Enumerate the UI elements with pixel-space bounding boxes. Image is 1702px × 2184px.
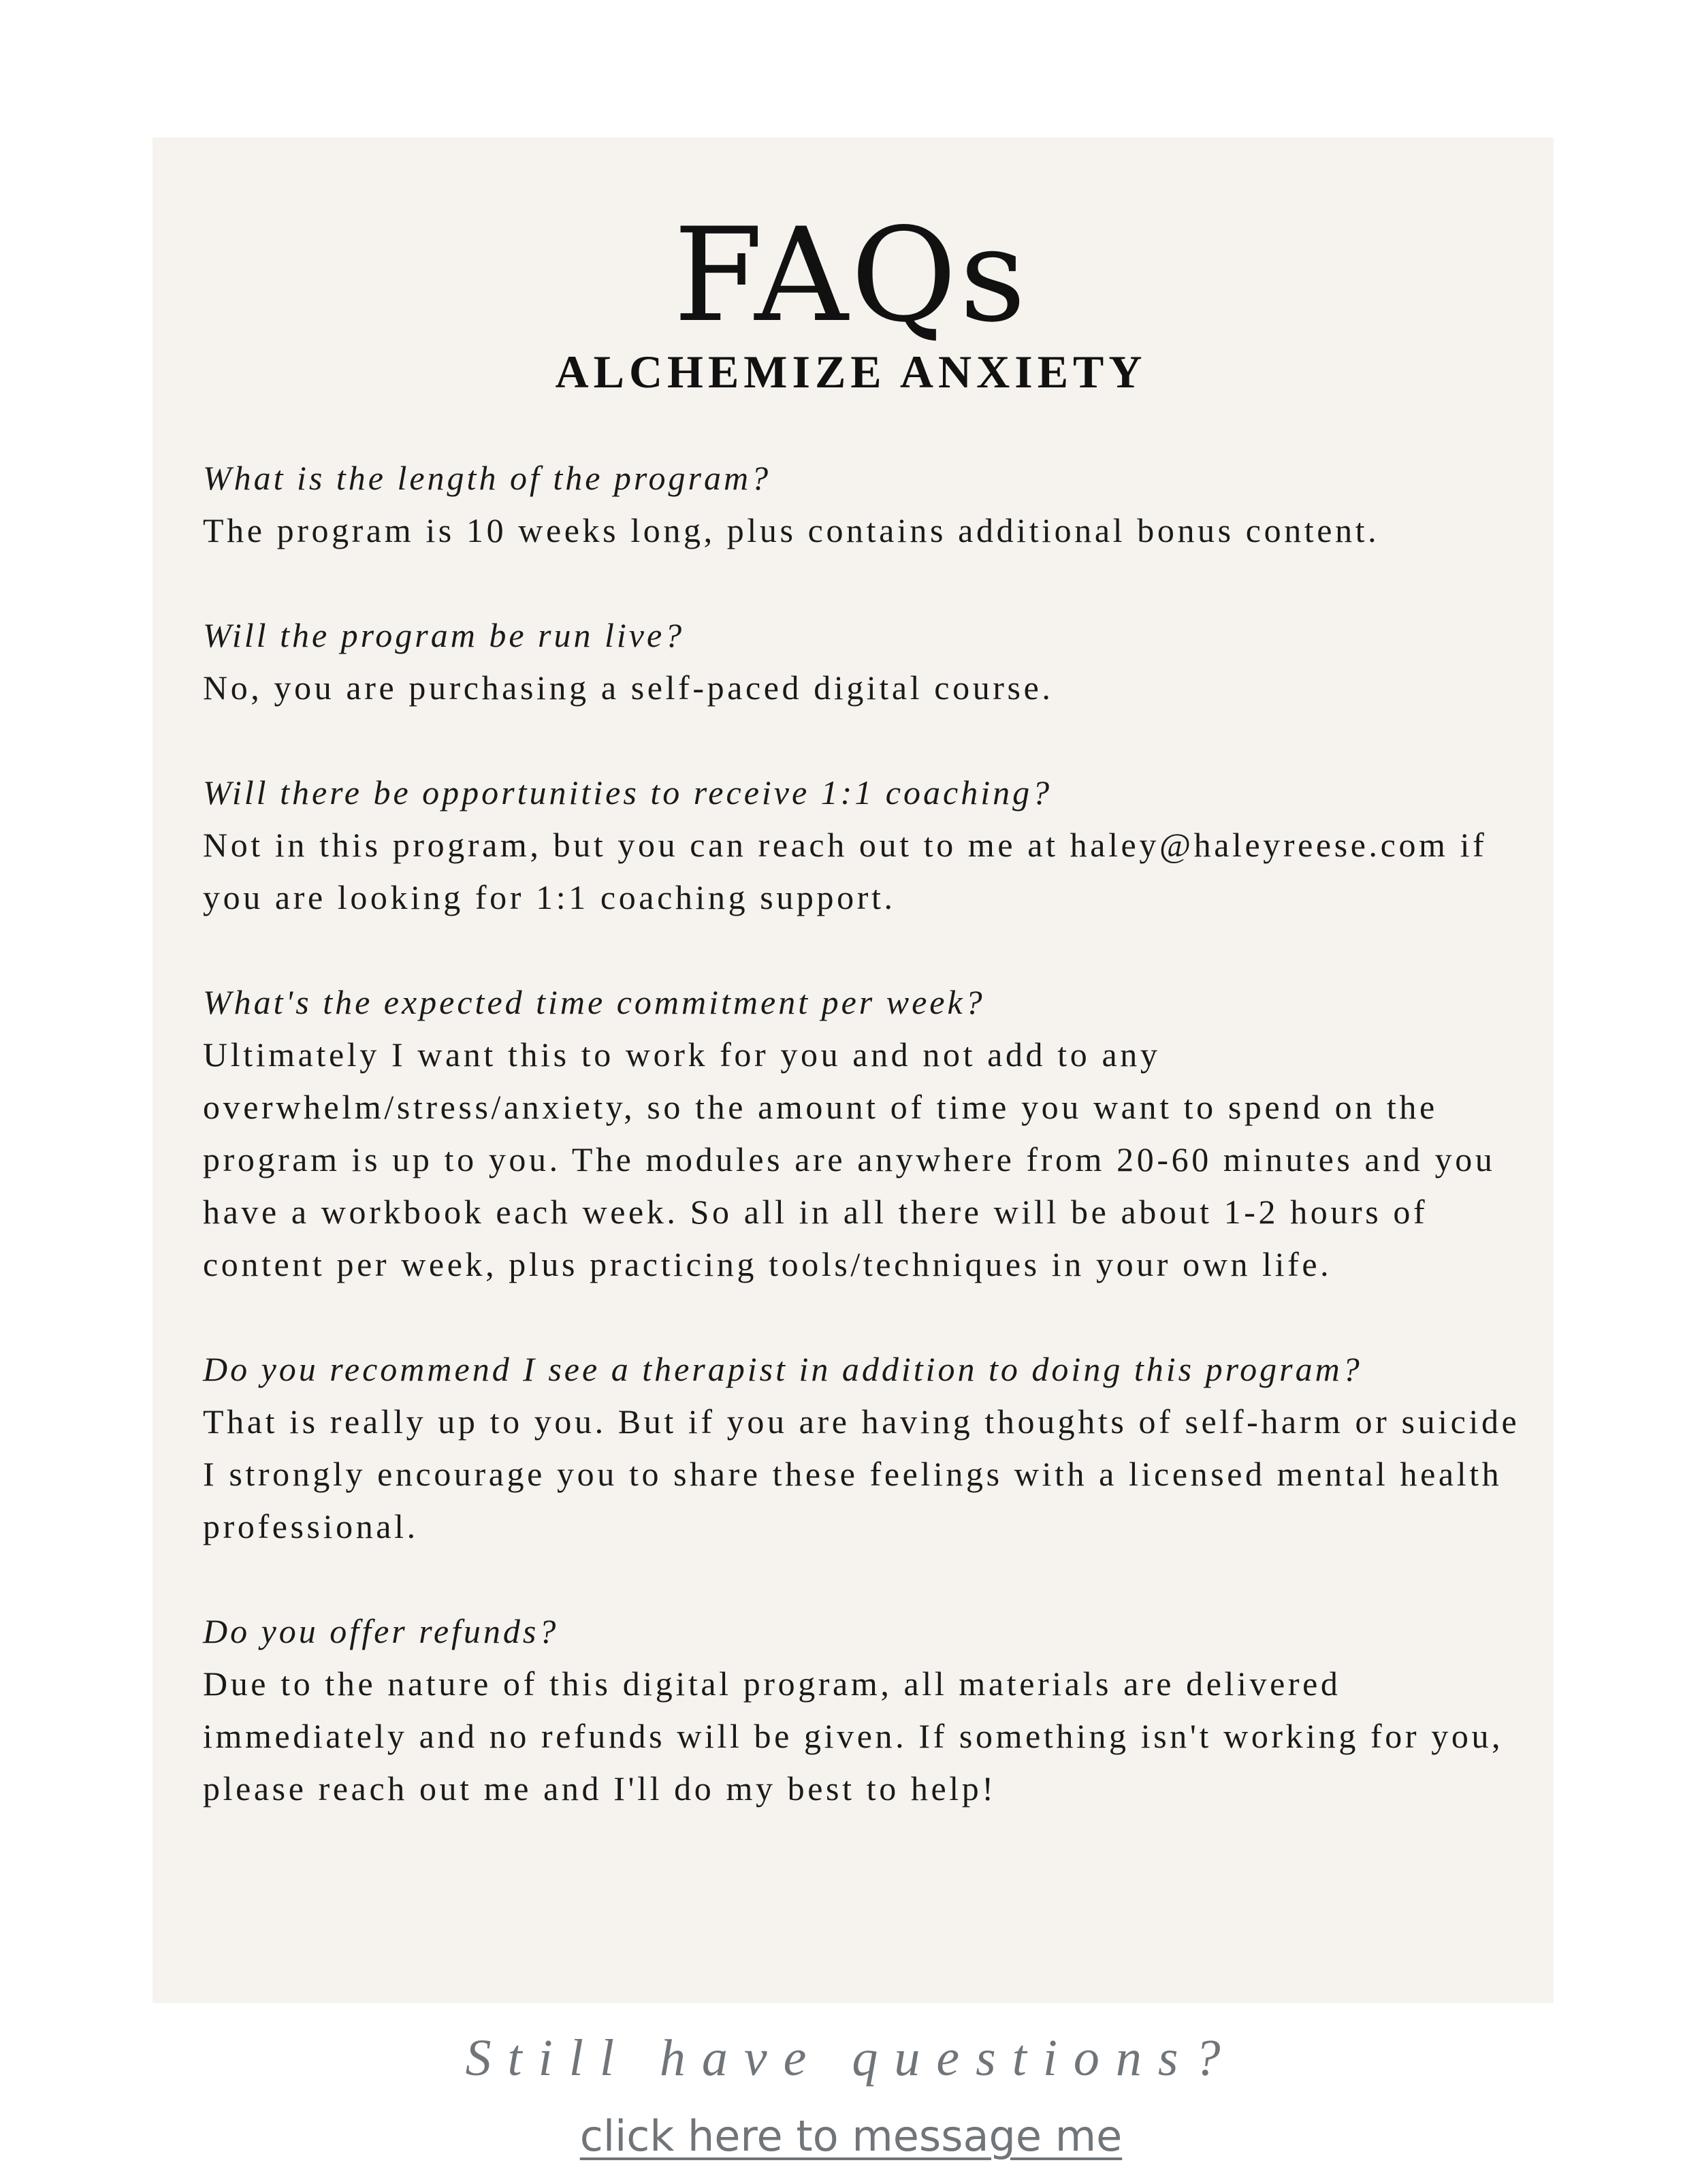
faq-list bbox=[203, 452, 1524, 1867]
faq-item bbox=[203, 452, 1524, 557]
message-link-wrapper bbox=[0, 2109, 1702, 2164]
faq-answer: No, you are purchasing a self-paced digital course. bbox=[203, 669, 1054, 707]
faq-question: Do you recommend I see a therapist in addition to doing this program? bbox=[203, 1350, 1362, 1388]
faq-item bbox=[203, 976, 1524, 1291]
faq-answer: Not in this program, but you can reach out to me at haley@haleyreese.com if you are looking for 1:1 coaching support. bbox=[203, 826, 1488, 916]
page-title: FAQs bbox=[673, 200, 1029, 351]
page-subtitle: ALCHEMIZE ANXIETY bbox=[555, 346, 1147, 398]
faq-item bbox=[203, 1605, 1524, 1815]
faq-item bbox=[203, 609, 1524, 714]
faq-answer: That is really up to you. But if you are having thoughts of self-harm or suicide I strongly encourage you to share these feelings with a licensed mental health professional. bbox=[203, 1402, 1520, 1545]
still-have-questions-heading: Still have questions? bbox=[465, 2029, 1237, 2087]
faq-answer: The program is 10 weeks long, plus contains additional bonus content. bbox=[203, 511, 1380, 549]
faq-question: Do you offer refunds? bbox=[203, 1612, 559, 1650]
faq-item bbox=[203, 767, 1524, 924]
message-me-link[interactable]: click here to message me bbox=[579, 2111, 1123, 2161]
faq-question: What's the expected time commitment per week? bbox=[203, 983, 985, 1021]
faq-question: What is the length of the program? bbox=[203, 459, 771, 497]
faq-question: Will the program be run live? bbox=[203, 616, 685, 654]
faq-answer: Due to the nature of this digital program, all materials are delivered immediately and no refunds will be given. If something isn't working for you, please reach out me and I'll do my best to help! bbox=[203, 1665, 1504, 1808]
faq-answer: Ultimately I want this to work for you and not add to any overwhelm/stress/anxiety, so the amount of time you want to spend on the program is up to you. The modules are anywhere from 20-60 minutes and you have a workbook each week. So all in all there will be about 1-2 hours of content per week, plus practicing tools/techniques in your own life. bbox=[203, 1035, 1496, 1283]
faq-item bbox=[203, 1343, 1524, 1553]
faq-question: Will there be opportunities to receive 1:1 coaching? bbox=[203, 773, 1053, 812]
